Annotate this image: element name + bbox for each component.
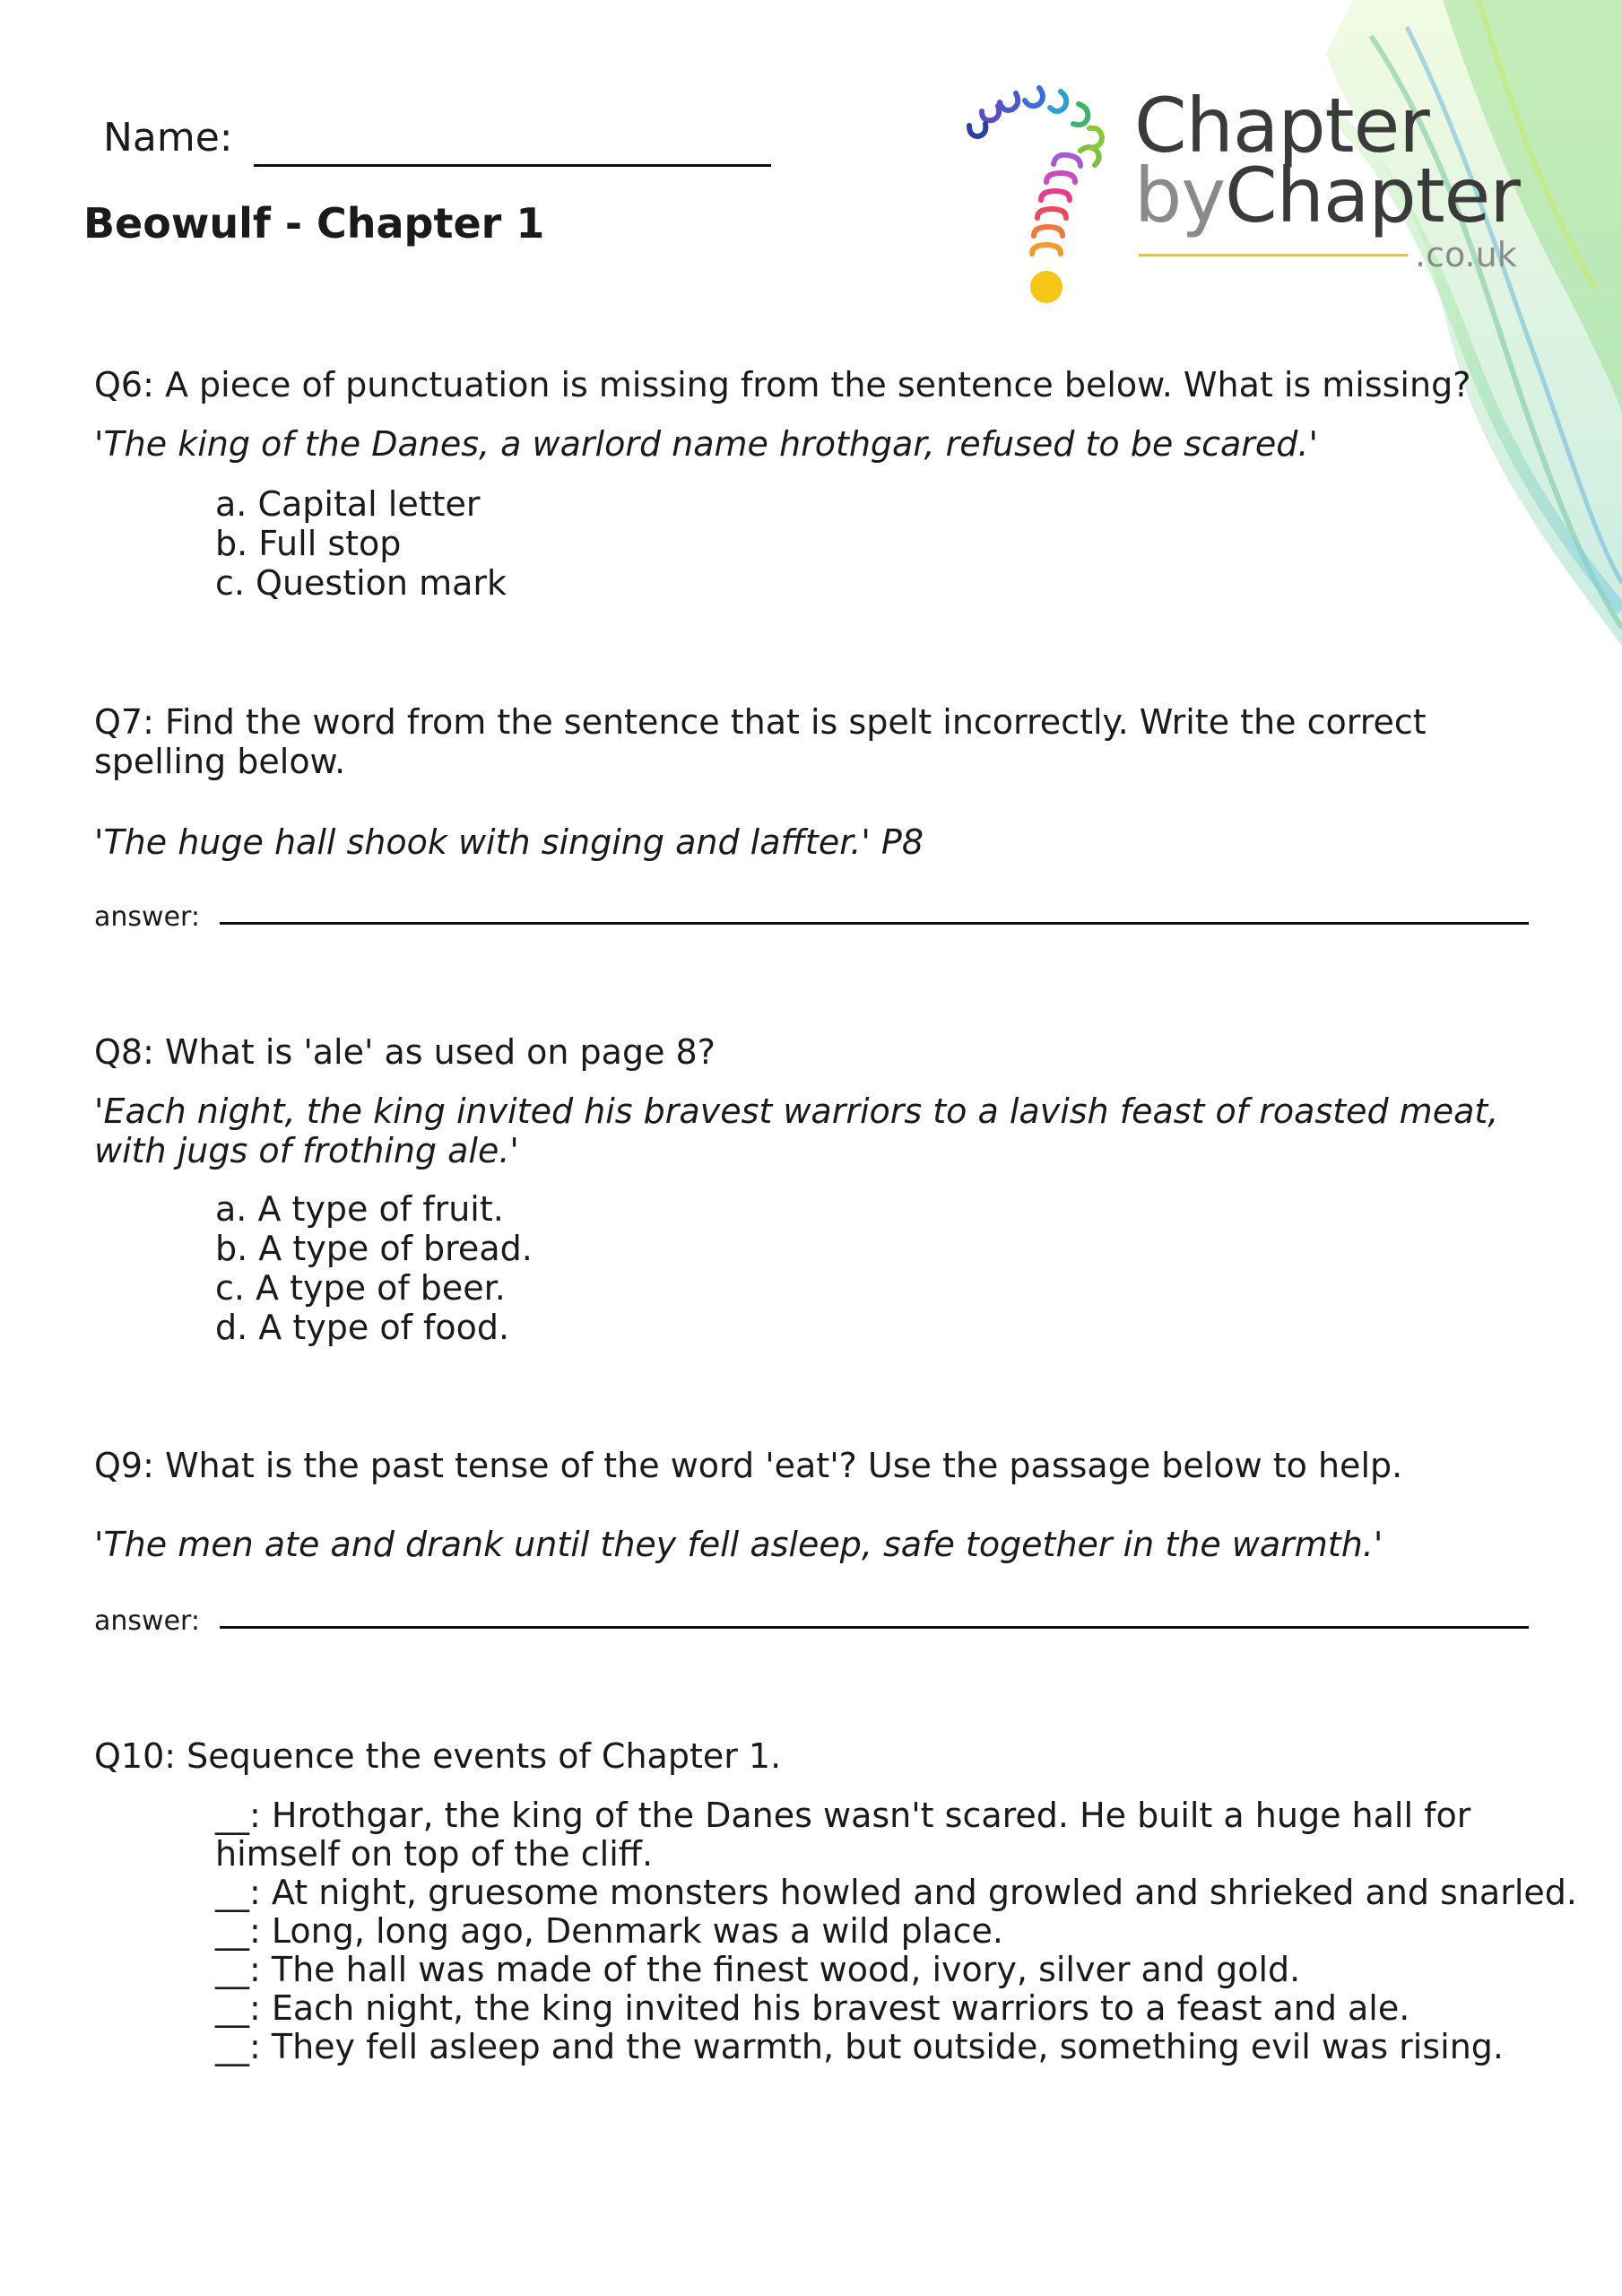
q6-options: [215, 484, 507, 603]
q10-event-5[interactable]: __: Each night, the king invited his bravest warriors to a feast and ale.: [215, 1988, 1410, 2028]
q8-option-c[interactable]: c. A type of beer.: [215, 1268, 506, 1308]
name-label: Name:: [103, 115, 233, 161]
q7-answer-line[interactable]: [220, 922, 1529, 925]
q6-option-c[interactable]: c. Question mark: [215, 563, 507, 603]
q10-event-2[interactable]: __: At night, gruesome monsters howled and growled and shrieked and snarled.: [215, 1873, 1577, 1912]
q6-question: Q6: A piece of punctuation is missing from the sentence below. What is missing?: [94, 365, 1471, 404]
q8-options: [215, 1189, 533, 1347]
logo-chapter: Chapter: [1225, 152, 1520, 239]
q10-event-6[interactable]: __: They fell asleep and the warmth, but outside, something evil was rising.: [215, 2027, 1504, 2066]
logo-line-1: Chapter: [1134, 82, 1429, 170]
q8-question: Q8: What is 'ale' as used on page 8?: [94, 1032, 716, 1072]
q9-answer-label: answer:: [94, 1605, 200, 1637]
q7-question: Q7: Find the word from the sentence that is spelt incorrectly. Write the correct spelling below.: [94, 702, 1427, 781]
q6-option-b[interactable]: b. Full stop: [215, 524, 402, 563]
book-arch-logo-icon: [964, 52, 1125, 312]
q8-quote: 'Each night, the king invited his bravest warriors to a lavish feast of roasted meat, with jugs of frothing ale.': [94, 1091, 1499, 1170]
q8-option-d[interactable]: d. A type of food.: [215, 1308, 510, 1347]
q6-quote: 'The king of the Danes, a warlord name hrothgar, refused to be scared.': [94, 424, 1318, 464]
worksheet-title: Beowulf - Chapter 1: [83, 199, 545, 248]
logo-domain: .co.uk: [1415, 235, 1517, 274]
q10-question: Q10: Sequence the events of Chapter 1.: [94, 1736, 782, 1776]
brand-logo-text: [1134, 82, 1520, 239]
logo-by: by: [1134, 152, 1226, 239]
q6-option-a[interactable]: a. Capital letter: [215, 484, 481, 524]
q9-quote: 'The men ate and drank until they fell asleep, safe together in the warmth.': [94, 1525, 1383, 1564]
q7-answer-label: answer:: [94, 901, 200, 933]
name-field-line[interactable]: [254, 164, 771, 167]
q9-question: Q9: What is the past tense of the word 'eat'? Use the passage below to help.: [94, 1446, 1403, 1485]
q10-event-3[interactable]: __: Long, long ago, Denmark was a wild place.: [215, 1911, 1003, 1951]
logo-line-2: [1134, 152, 1520, 239]
q8-option-a[interactable]: a. A type of fruit.: [215, 1189, 504, 1229]
q9-answer-line[interactable]: [220, 1626, 1529, 1629]
q8-option-b[interactable]: b. A type of bread.: [215, 1229, 533, 1268]
q10-event-1[interactable]: __: Hrothgar, the king of the Danes wasn't scared. He built a huge hall for himself on top of the cliff.: [215, 1796, 1471, 1874]
q10-events: [215, 1796, 1577, 2066]
logo-underline: [1139, 254, 1408, 257]
q10-event-4[interactable]: __: The hall was made of the finest wood, ivory, silver and gold.: [215, 1950, 1301, 1989]
q7-quote: 'The huge hall shook with singing and laffter.' P8: [94, 822, 924, 862]
